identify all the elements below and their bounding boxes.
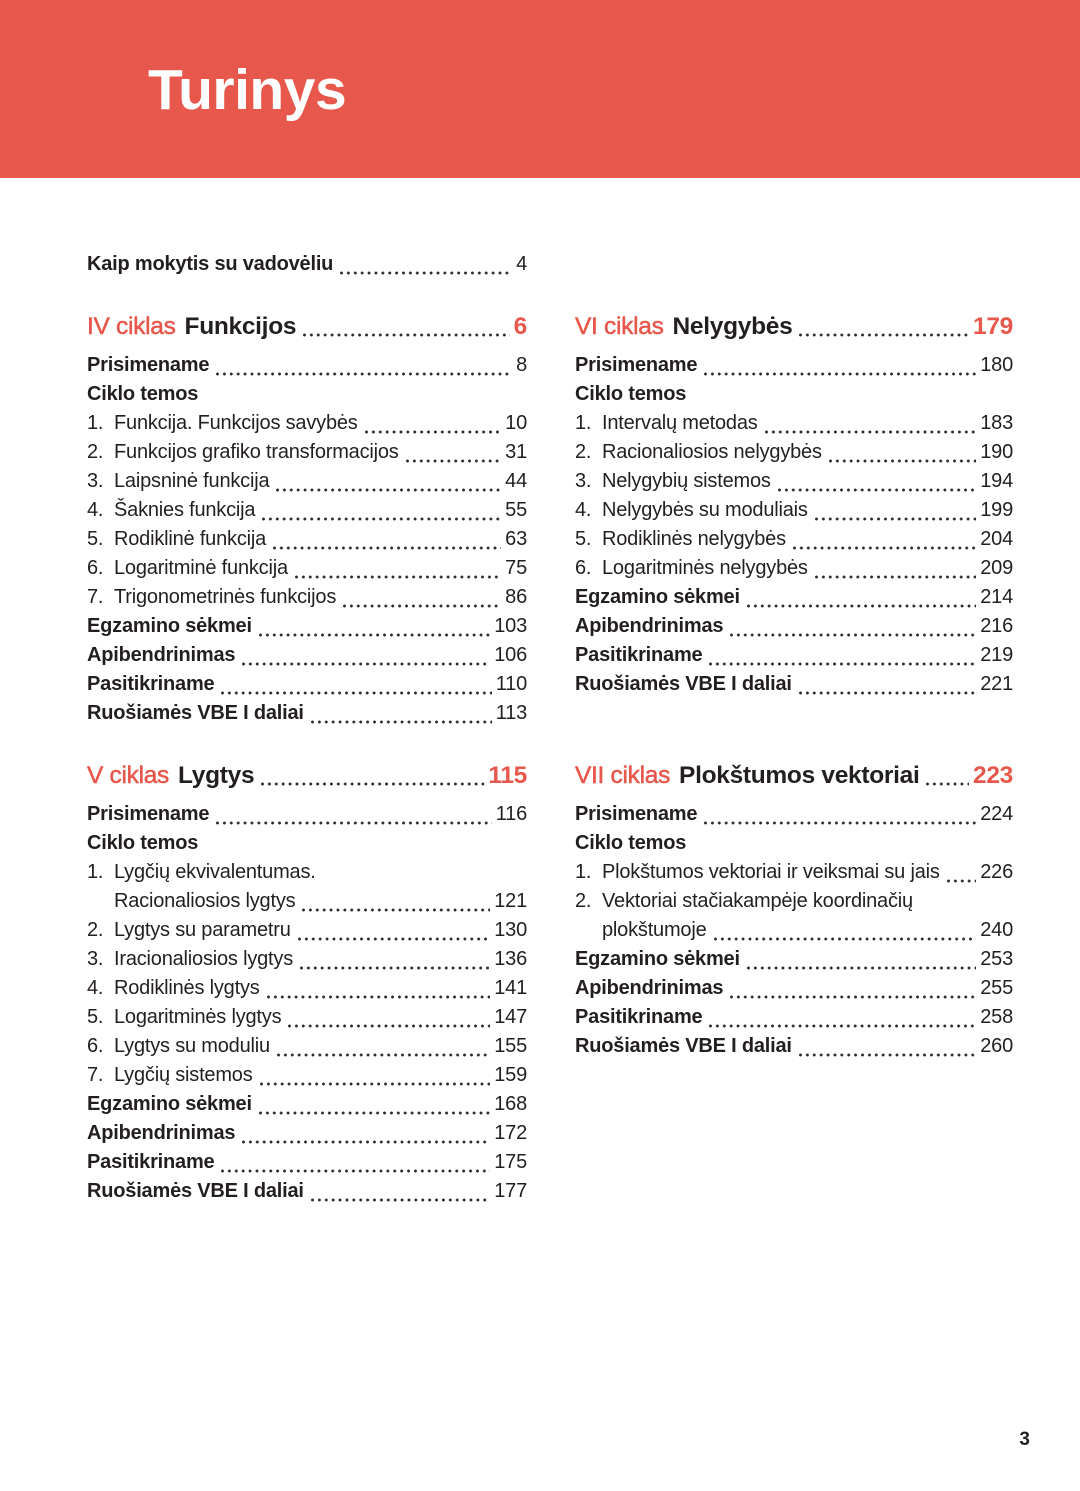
- entry-label: Rodiklinė funkcija: [114, 528, 267, 550]
- dot-leader: [216, 372, 512, 376]
- toc-entry: [87, 496, 527, 525]
- entry-page-number: 204: [980, 528, 1013, 550]
- entry-number: 2.: [575, 890, 592, 912]
- toc-entry: [87, 1119, 527, 1148]
- entry-label: Ciklo temos: [575, 832, 687, 854]
- toc-entry: [87, 351, 527, 380]
- entry-number: 1.: [575, 412, 592, 434]
- entry-label: Lygtys su parametru: [114, 919, 291, 941]
- dot-leader: [267, 995, 491, 999]
- dot-leader: [298, 937, 491, 941]
- dot-leader: [259, 633, 490, 637]
- entry-page-number: 63: [505, 528, 527, 550]
- entry-label: Logaritminė funkcija: [114, 557, 288, 579]
- dot-leader: [765, 430, 977, 434]
- entry-number: 4.: [87, 499, 104, 521]
- dot-leader: [302, 908, 490, 912]
- dot-leader: [288, 1024, 490, 1028]
- dot-leader: [365, 430, 502, 434]
- entry-label: Ruošiamės VBE I daliai: [575, 673, 792, 695]
- entry-page-number: 221: [980, 673, 1013, 695]
- dot-leader: [216, 821, 491, 825]
- toc-entry: [575, 496, 1013, 525]
- page-title: Turinys: [148, 58, 347, 122]
- toc-entry: [87, 641, 527, 670]
- toc-entry: [575, 945, 1013, 974]
- entry-number: 2.: [575, 441, 592, 463]
- entry-number: 4.: [87, 977, 104, 999]
- entry-label: Intervalų metodas: [602, 412, 758, 434]
- entry-label: Vektoriai stačiakampėje koordinačių: [602, 890, 913, 912]
- toc-entry: [575, 583, 1013, 612]
- entry-page-number: 86: [505, 586, 527, 608]
- toc-entry: [87, 1090, 527, 1119]
- toc-section-entry: [87, 758, 527, 794]
- toc-entry: [575, 916, 1013, 945]
- entry-page-number: 141: [494, 977, 527, 999]
- entry-page-number: 116: [495, 803, 527, 825]
- dot-leader: [262, 517, 501, 521]
- toc-entry: [87, 1003, 527, 1032]
- entry-number: 3.: [87, 470, 104, 492]
- entry-label: Lygčių sistemos: [114, 1064, 253, 1086]
- dot-leader: [406, 459, 502, 463]
- entry-number: 7.: [87, 586, 104, 608]
- entry-number: 5.: [575, 528, 592, 550]
- toc-entry: [87, 380, 527, 409]
- toc-entry: [87, 974, 527, 1003]
- toc-entry: [87, 916, 527, 945]
- entry-page-number: 172: [494, 1122, 527, 1144]
- entry-label: Pasitikriname: [87, 673, 215, 695]
- toc-entry: [87, 1148, 527, 1177]
- dot-leader: [829, 459, 976, 463]
- dot-leader: [311, 720, 492, 724]
- entry-number: 2.: [87, 919, 104, 941]
- entry-label: Egzamino sėkmei: [575, 586, 740, 608]
- toc-section-entry: [575, 758, 1013, 794]
- entry-label: Kaip mokytis su vadovėliu: [87, 253, 334, 275]
- dot-leader: [799, 333, 969, 337]
- entry-page-number: 159: [494, 1064, 527, 1086]
- toc-column-right: [575, 250, 1013, 1061]
- toc-entry: [87, 612, 527, 641]
- dot-leader: [747, 966, 976, 970]
- toc-entry: [87, 858, 527, 887]
- toc-column-left: [87, 250, 527, 1206]
- toc-entry: [575, 612, 1013, 641]
- entry-label: Nelygybių sistemos: [602, 470, 771, 492]
- entry-label: Egzamino sėkmei: [87, 1093, 252, 1115]
- entry-label: Prisimename: [575, 803, 698, 825]
- toc-entry: [87, 1177, 527, 1206]
- entry-page-number: 190: [980, 441, 1013, 463]
- dot-leader: [704, 821, 976, 825]
- entry-page-number: 115: [488, 762, 527, 789]
- toc-entry: [87, 670, 527, 699]
- entry-title: Lygtys: [178, 762, 255, 789]
- entry-title: Plokštumos vektoriai: [679, 762, 920, 789]
- entry-number: 6.: [87, 1035, 104, 1057]
- entry-number: 6.: [87, 557, 104, 579]
- entry-page-number: 253: [980, 948, 1013, 970]
- dot-leader: [259, 1111, 490, 1115]
- entry-page-number: 55: [505, 499, 527, 521]
- toc-entry: [575, 829, 1013, 858]
- entry-page-number: 219: [980, 644, 1013, 666]
- dot-leader: [730, 633, 976, 637]
- entry-page-number: 216: [980, 615, 1013, 637]
- entry-page-number: 6: [513, 313, 527, 340]
- entry-number: 1.: [575, 861, 592, 883]
- dot-leader: [778, 488, 977, 492]
- dot-leader: [311, 1198, 490, 1202]
- dot-leader: [340, 271, 512, 275]
- entry-label: Ciklo temos: [87, 383, 199, 405]
- entry-label: Egzamino sėkmei: [575, 948, 740, 970]
- entry-page-number: 240: [980, 919, 1013, 941]
- toc-entry: [575, 641, 1013, 670]
- entry-number: 4.: [575, 499, 592, 521]
- entry-page-number: 224: [980, 803, 1013, 825]
- entry-title: Funkcijos: [184, 313, 297, 340]
- dot-leader: [221, 1169, 490, 1173]
- entry-label: Lygtys su moduliu: [114, 1035, 270, 1057]
- entry-label: Logaritminės nelygybės: [602, 557, 808, 579]
- dot-leader: [343, 604, 501, 608]
- toc-entry: [87, 1032, 527, 1061]
- entry-label: Plokštumos vektoriai ir veiksmai su jais: [602, 861, 940, 883]
- entry-label: Pasitikriname: [87, 1151, 215, 1173]
- entry-label: Lygčių ekvivalentumas.: [114, 861, 316, 883]
- entry-label: Funkcijos grafiko transformacijos: [114, 441, 399, 463]
- entry-page-number: 4: [516, 253, 527, 275]
- dot-leader: [276, 488, 501, 492]
- dot-leader: [730, 995, 976, 999]
- entry-number: 7.: [87, 1064, 104, 1086]
- entry-page-number: 106: [494, 644, 527, 666]
- entry-label: Ciklo temos: [575, 383, 687, 405]
- entry-label: Ruošiamės VBE I daliai: [87, 702, 304, 724]
- toc-entry: [87, 409, 527, 438]
- entry-page-number: 110: [495, 673, 527, 695]
- folio-page-number: 3: [1019, 1429, 1030, 1450]
- dot-leader: [709, 662, 976, 666]
- toc-entry: [575, 438, 1013, 467]
- dot-leader: [277, 1053, 490, 1057]
- entry-number: 1.: [87, 412, 104, 434]
- toc-entry: [87, 829, 527, 858]
- entry-page-number: 44: [505, 470, 527, 492]
- entry-label: Funkcija. Funkcijos savybės: [114, 412, 358, 434]
- toc-entry: [575, 974, 1013, 1003]
- entry-page-number: 8: [516, 354, 527, 376]
- dot-leader: [815, 517, 977, 521]
- entry-page-number: 260: [980, 1035, 1013, 1057]
- entry-label: Nelygybės su moduliais: [602, 499, 808, 521]
- toc-entry: [87, 800, 527, 829]
- dot-leader: [947, 879, 977, 883]
- entry-page-number: 223: [973, 762, 1013, 789]
- entry-label: Prisimename: [87, 803, 210, 825]
- toc-entry: [575, 525, 1013, 554]
- entry-title: Nelygybės: [672, 313, 793, 340]
- toc-entry: [87, 583, 527, 612]
- dot-leader: [793, 546, 976, 550]
- entry-page-number: 255: [980, 977, 1013, 999]
- dot-leader: [242, 1140, 490, 1144]
- entry-page-number: 175: [494, 1151, 527, 1173]
- dot-leader: [709, 1024, 976, 1028]
- toc-entry: [87, 945, 527, 974]
- toc-entry: [87, 887, 527, 916]
- entry-number: 6.: [575, 557, 592, 579]
- entry-label: Logaritminės lygtys: [114, 1006, 282, 1028]
- entry-page-number: 179: [973, 313, 1013, 340]
- entry-page-number: 177: [494, 1180, 527, 1202]
- dot-leader: [799, 691, 976, 695]
- dot-leader: [221, 691, 491, 695]
- entry-page-number: 194: [980, 470, 1013, 492]
- entry-label: Ruošiamės VBE I daliai: [575, 1035, 792, 1057]
- entry-label: Pasitikriname: [575, 1006, 703, 1028]
- entry-page-number: 180: [980, 354, 1013, 376]
- toc-entry: [575, 351, 1013, 380]
- toc-entry: [87, 438, 527, 467]
- entry-label: Ruošiamės VBE I daliai: [87, 1180, 304, 1202]
- dot-leader: [815, 575, 977, 579]
- toc-section-entry: [575, 309, 1013, 345]
- entry-page-number: 214: [980, 586, 1013, 608]
- entry-page-number: 136: [494, 948, 527, 970]
- entry-number: 3.: [575, 470, 592, 492]
- entry-label: Rodiklinės lygtys: [114, 977, 260, 999]
- entry-page-number: 113: [495, 702, 527, 724]
- toc-entry: [575, 858, 1013, 887]
- dot-leader: [714, 937, 977, 941]
- entry-label: Prisimename: [87, 354, 210, 376]
- cycle-label: IV ciklas: [87, 313, 176, 340]
- entry-page-number: 147: [494, 1006, 527, 1028]
- toc-entry: [575, 409, 1013, 438]
- entry-number: 3.: [87, 948, 104, 970]
- toc-entry: [87, 1061, 527, 1090]
- entry-label: Ciklo temos: [87, 832, 199, 854]
- toc-entry: [575, 380, 1013, 409]
- entry-number: 5.: [87, 1006, 104, 1028]
- entry-label: Pasitikriname: [575, 644, 703, 666]
- entry-label: Apibendrinimas: [575, 615, 724, 637]
- dot-leader: [747, 604, 976, 608]
- toc-entry: [87, 467, 527, 496]
- dot-leader: [261, 782, 484, 786]
- entry-number: 2.: [87, 441, 104, 463]
- entry-page-number: 258: [980, 1006, 1013, 1028]
- entry-label: Prisimename: [575, 354, 698, 376]
- toc-entry: [87, 699, 527, 728]
- dot-leader: [300, 966, 490, 970]
- dot-leader: [242, 662, 490, 666]
- toc-entry: [575, 800, 1013, 829]
- entry-page-number: 31: [505, 441, 527, 463]
- dot-leader: [926, 782, 969, 786]
- header-band: [0, 0, 1080, 178]
- entry-label: Apibendrinimas: [87, 644, 236, 666]
- toc-entry: [87, 525, 527, 554]
- entry-page-number: 209: [980, 557, 1013, 579]
- entry-label: Iracionaliosios lygtys: [114, 948, 294, 970]
- toc-entry: [575, 467, 1013, 496]
- dot-leader: [273, 546, 501, 550]
- entry-page-number: 130: [494, 919, 527, 941]
- folio: [1019, 1429, 1030, 1451]
- entry-label: Apibendrinimas: [575, 977, 724, 999]
- toc-entry: [575, 554, 1013, 583]
- dot-leader: [295, 575, 501, 579]
- toc-entry: [575, 1003, 1013, 1032]
- entry-label: plokštumoje: [602, 919, 707, 941]
- entry-page-number: 155: [494, 1035, 527, 1057]
- cycle-label: VII ciklas: [575, 762, 671, 789]
- entry-label: Laipsninė funkcija: [114, 470, 270, 492]
- entry-label: Racionaliosios nelygybės: [602, 441, 822, 463]
- toc-entry: [575, 670, 1013, 699]
- entry-number: 1.: [87, 861, 104, 883]
- toc-entry: [575, 1032, 1013, 1061]
- entry-page-number: 168: [494, 1093, 527, 1115]
- toc-entry: [87, 250, 527, 279]
- entry-page-number: 10: [505, 412, 527, 434]
- entry-page-number: 121: [494, 890, 527, 912]
- entry-label: Racionaliosios lygtys: [114, 890, 296, 912]
- entry-number: 5.: [87, 528, 104, 550]
- entry-page-number: 103: [494, 615, 527, 637]
- entry-label: Egzamino sėkmei: [87, 615, 252, 637]
- toc-section-entry: [87, 309, 527, 345]
- entry-page-number: 226: [980, 861, 1013, 883]
- dot-leader: [260, 1082, 491, 1086]
- cycle-label: VI ciklas: [575, 313, 664, 340]
- toc-entry: [87, 554, 527, 583]
- entry-label: Rodiklinės nelygybės: [602, 528, 786, 550]
- entry-label: Šaknies funkcija: [114, 499, 256, 521]
- entry-page-number: 183: [980, 412, 1013, 434]
- entry-page-number: 75: [505, 557, 527, 579]
- dot-leader: [704, 372, 976, 376]
- cycle-label: V ciklas: [87, 762, 170, 789]
- entry-label: Trigonometrinės funkcijos: [114, 586, 337, 608]
- dot-leader: [799, 1053, 976, 1057]
- dot-leader: [303, 333, 509, 337]
- toc-entry: [575, 887, 1013, 916]
- entry-page-number: 199: [980, 499, 1013, 521]
- entry-label: Apibendrinimas: [87, 1122, 236, 1144]
